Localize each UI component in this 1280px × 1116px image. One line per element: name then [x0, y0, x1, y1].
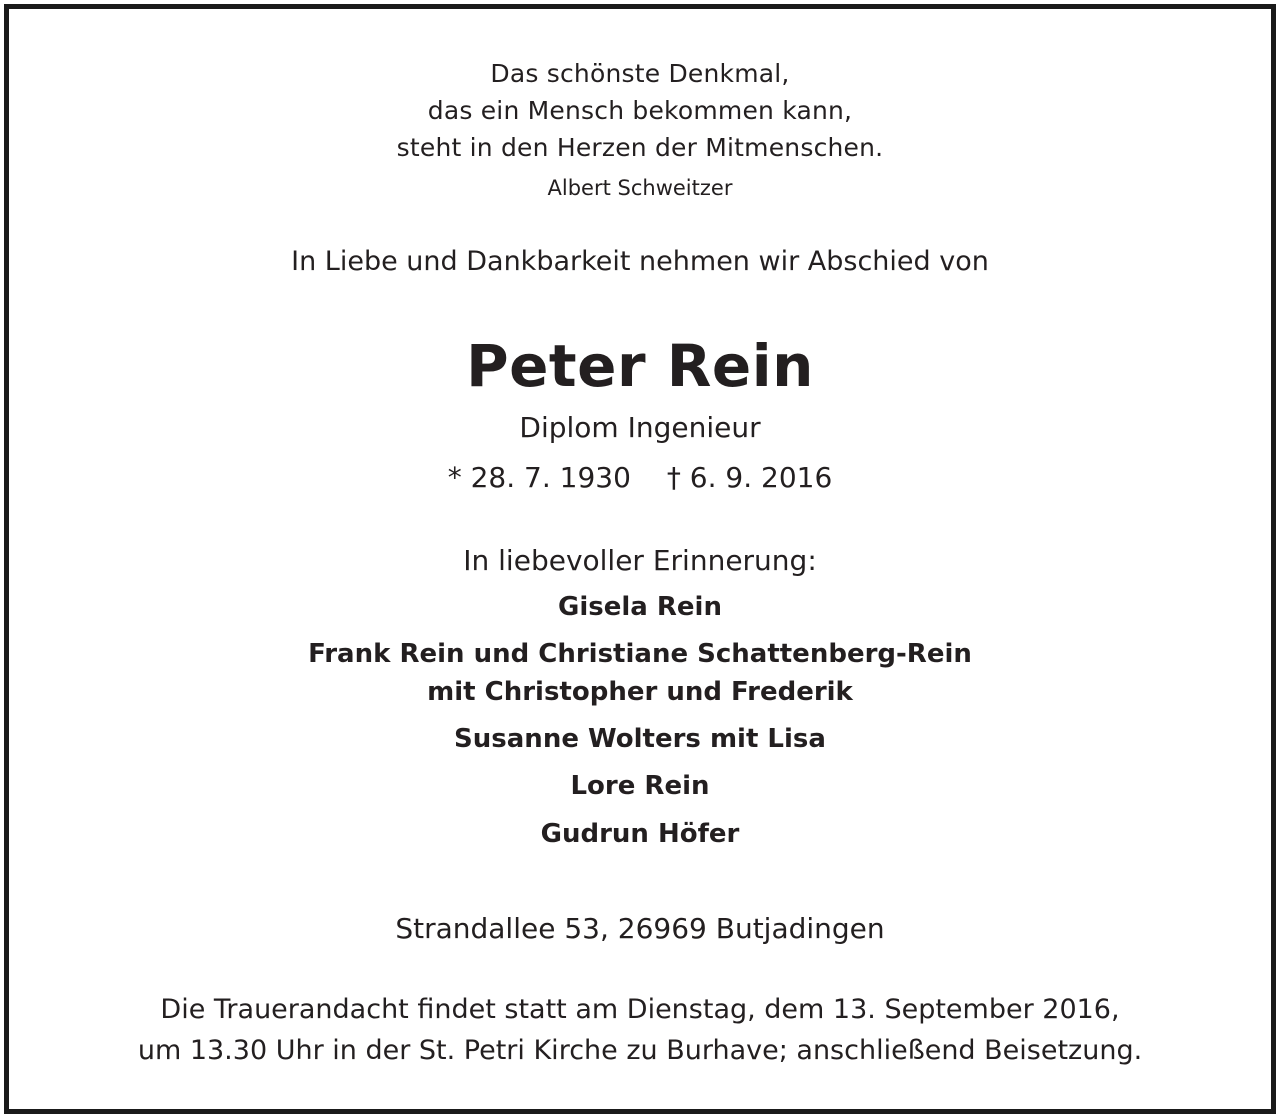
- quote-line-2: das ein Mensch bekommen kann,: [427, 96, 853, 125]
- mourner: Susanne Wolters mit Lisa: [454, 724, 826, 754]
- mourner: Gudrun Höfer: [540, 819, 740, 849]
- obituary-notice: [4, 4, 1276, 1114]
- mourner: mit Christopher und Frederik: [427, 677, 853, 707]
- memory-heading: In liebevoller Erinnerung:: [463, 544, 817, 577]
- death-date: † 6. 9. 2016: [666, 461, 833, 494]
- mourner: Lore Rein: [570, 771, 710, 801]
- intro-text: In Liebe und Dankbarkeit nehmen wir Abschied von: [291, 246, 989, 277]
- service-line-2: um 13.30 Uhr in der St. Petri Kirche zu Burhave; anschließend Beisetzung.: [137, 1035, 1143, 1066]
- quote-author: Albert Schweitzer: [547, 176, 733, 200]
- mourner: Frank Rein und Christiane Schattenberg-Rein: [308, 639, 972, 669]
- quote-line-1: Das schönste Denkmal,: [490, 59, 790, 88]
- service-line-1: Die Trauerandacht findet statt am Dienstag, dem 13. September 2016,: [160, 994, 1120, 1025]
- life-dates: [9, 461, 1271, 494]
- deceased-title: Diplom Ingenieur: [519, 411, 761, 444]
- quote-line-3: steht in den Herzen der Mitmenschen.: [396, 133, 884, 162]
- mourner: Gisela Rein: [558, 592, 722, 622]
- address: Strandallee 53, 26969 Butjadingen: [395, 912, 885, 945]
- birth-date: * 28. 7. 1930: [447, 461, 631, 494]
- deceased-name: Peter Rein: [466, 332, 814, 400]
